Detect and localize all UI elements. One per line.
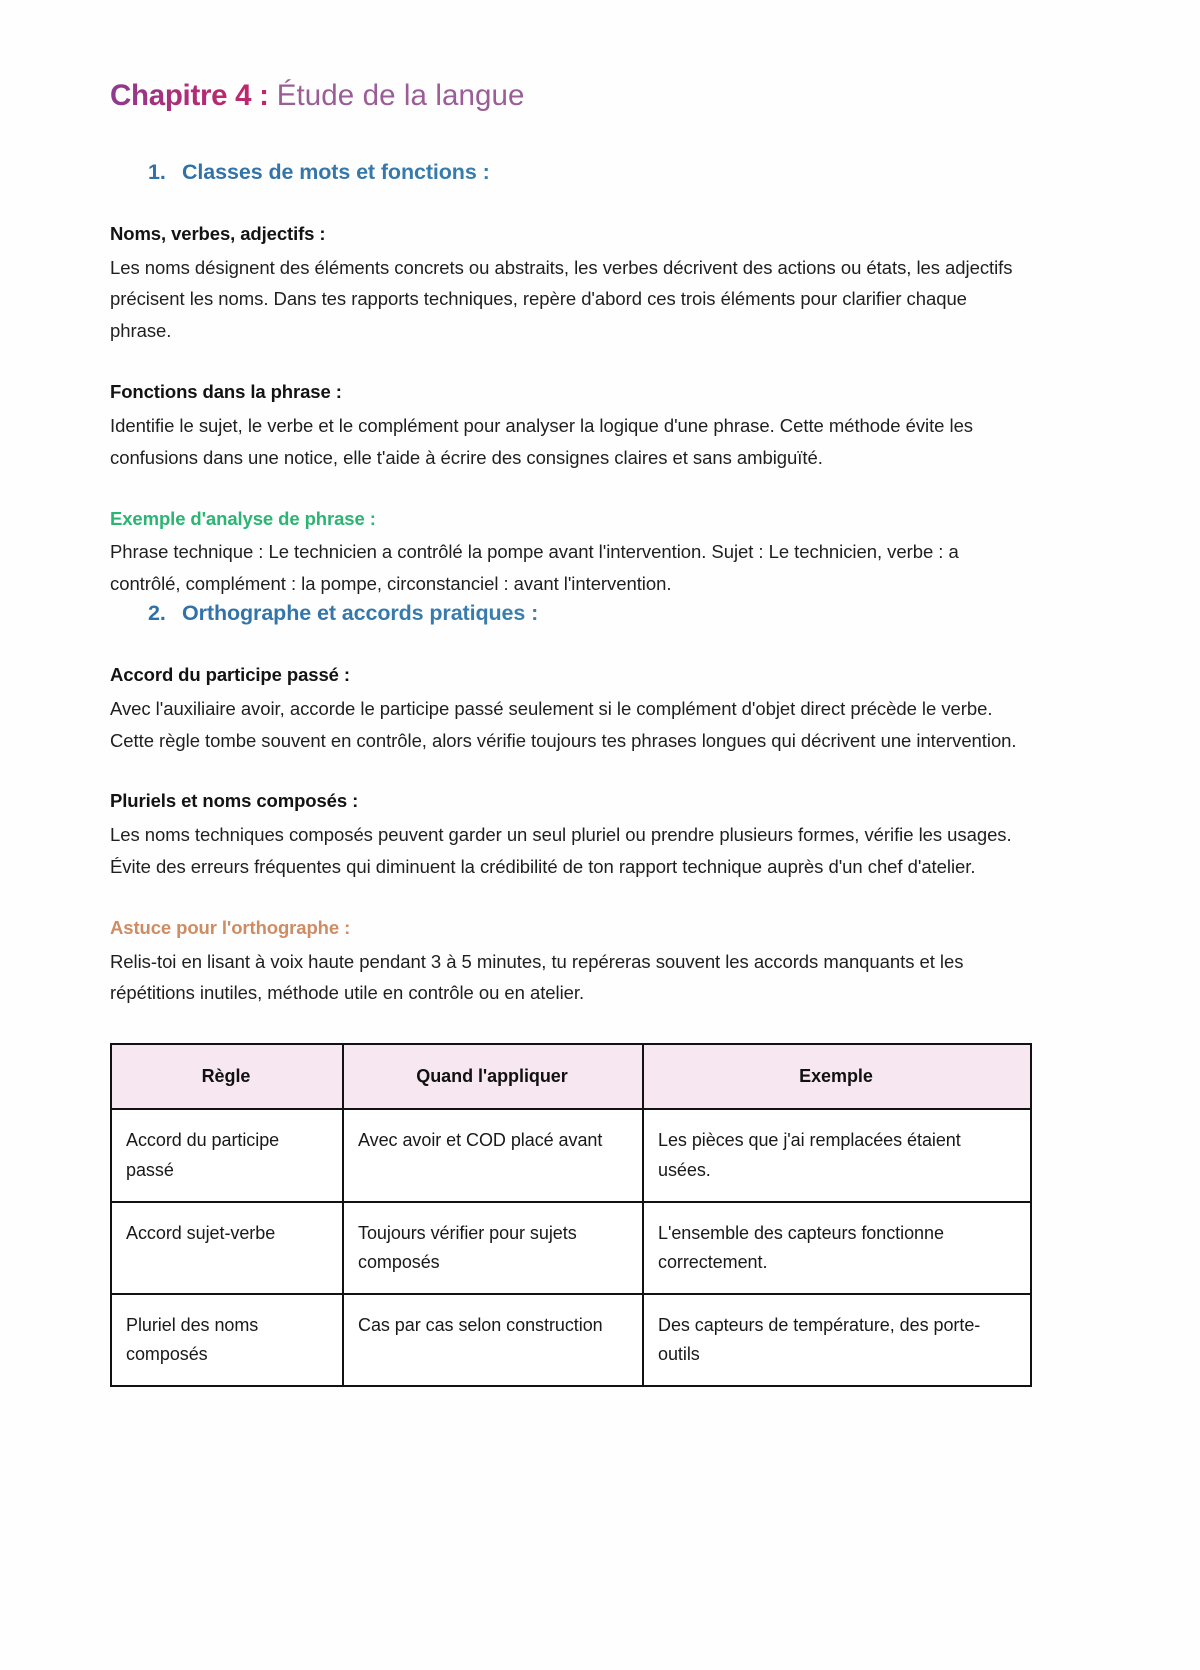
block-body: Identifie le sujet, le verbe et le complément pour analyser la logique d'une phrase. Cette méthode évite les confusions dans une notice, elle t'aide à écrire des consignes claires et sans ambiguïté. [110, 414, 974, 468]
block-exemple-analyse-de-phrase [110, 506, 1090, 600]
table-cell-quand: Cas par cas selon construction [343, 1294, 643, 1386]
table-row [111, 1109, 1031, 1201]
table-cell-exemple: Les pièces que j'ai remplacées étaient usées. [643, 1109, 1031, 1201]
section-classes-de-mots [110, 159, 1090, 600]
block-body: Les noms désignent des éléments concrets ou abstraits, les verbes décrivent des actions ou états, les adjectifs précisent les noms. Dans tes rapports techniques, repère d'abord ces trois éléments pour clarifier chaque phrase. [110, 256, 1013, 342]
section-1-number: 1. [148, 159, 166, 184]
table-cell-regle: Accord sujet-verbe [111, 1202, 343, 1294]
table-header [111, 1044, 1031, 1109]
page-title [110, 78, 1090, 115]
table-cell-regle: Accord du participe passé [111, 1109, 343, 1201]
table-header-cell-regle: Règle [111, 1044, 343, 1109]
block-title: Noms, verbes, adjectifs : [110, 222, 326, 244]
block-title-highlight-green: Exemple d'analyse de phrase : [110, 507, 376, 529]
block-noms-verbes-adjectifs [110, 221, 1090, 347]
block-fonctions-dans-la-phrase [110, 379, 1090, 473]
block-pluriels-et-noms-composes [110, 788, 1090, 882]
table-cell-exemple: Des capteurs de température, des porte-outils [643, 1294, 1031, 1386]
block-title: Pluriels et noms composés : [110, 790, 359, 812]
section-2-number: 2. [148, 600, 166, 625]
table-row [111, 1294, 1031, 1386]
block-astuce-pour-l-orthographe [110, 915, 1090, 1009]
table-body [111, 1109, 1031, 1386]
block-title: Accord du participe passé : [110, 663, 350, 685]
table-header-row [111, 1044, 1031, 1109]
block-body: Phrase technique : Le technicien a contrôlé la pompe avant l'intervention. Sujet : Le technicien, verbe : a contrôlé, complément : la pompe, circonstanciel : avant l'intervention. [110, 541, 959, 595]
block-body: Avec l'auxiliaire avoir, accorde le participe passé seulement si le complément d'objet direct précède le verbe. Cette règle tombe souvent en contrôle, alors vérifie toujours tes phrases longues qui décrivent une intervention. [110, 697, 1017, 751]
section-1-heading [110, 159, 1090, 187]
section-2-label: Orthographe et accords pratiques : [182, 600, 539, 625]
rules-table [110, 1043, 1032, 1387]
table-row [111, 1202, 1031, 1294]
block-title: Fonctions dans la phrase : [110, 381, 342, 403]
section-2-heading [110, 600, 1090, 628]
table-header-cell-quand-appliquer: Quand l'appliquer [343, 1044, 643, 1109]
block-body: Relis-toi en lisant à voix haute pendant 3 à 5 minutes, tu repéreras souvent les accords manquants et les répétitions inutiles, méthode utile en contrôle ou en atelier. [110, 950, 964, 1004]
table-cell-quand: Toujours vérifier pour sujets composés [343, 1202, 643, 1294]
page-title-subject: Étude de la langue [276, 79, 525, 112]
table-header-cell-exemple: Exemple [643, 1044, 1031, 1109]
section-orthographe-et-accords [110, 600, 1090, 1009]
block-accord-du-participe-passe [110, 662, 1090, 756]
table-cell-exemple: L'ensemble des capteurs fonctionne correctement. [643, 1202, 1031, 1294]
page-title-chapter: Chapitre 4 : [110, 79, 269, 112]
table-cell-quand: Avec avoir et COD placé avant [343, 1109, 643, 1201]
block-body: Les noms techniques composés peuvent garder un seul pluriel ou prendre plusieurs formes, vérifie les usages. Évite des erreurs fréquentes qui diminuent la crédibilité de ton rapport technique auprès d'un chef d'atelier. [110, 824, 1012, 877]
table-cell-regle: Pluriel des noms composés [111, 1294, 343, 1386]
section-1-label: Classes de mots et fonctions : [182, 159, 490, 184]
block-title-highlight-orange: Astuce pour l'orthographe : [110, 916, 351, 938]
